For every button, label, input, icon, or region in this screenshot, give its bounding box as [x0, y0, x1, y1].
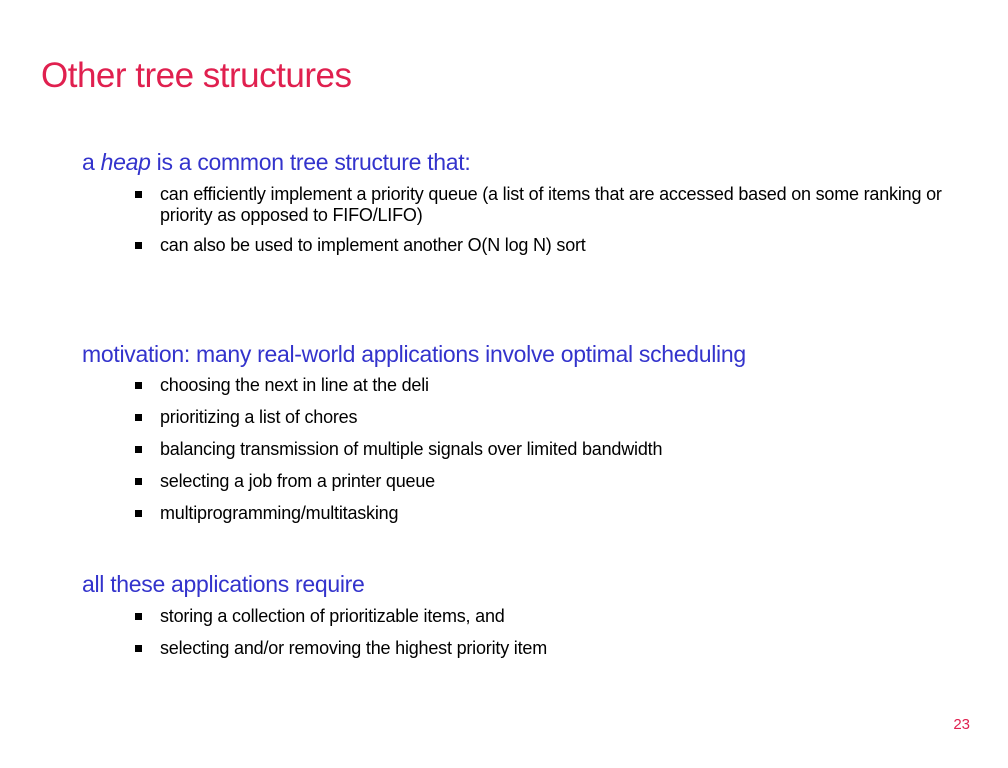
- list-item: [0, 235, 982, 256]
- requirements-bullet-list: [82, 606, 982, 659]
- list-item: [0, 375, 982, 396]
- heap-heading-pre: a: [82, 149, 101, 175]
- bullet-text: can also be used to implement another O(N log N) sort: [160, 235, 586, 255]
- motivation-bullet-list: [82, 375, 982, 524]
- motivation-heading: motivation: many real-world applications involve optimal scheduling: [82, 341, 746, 367]
- square-bullet-icon: [135, 191, 142, 198]
- square-bullet-icon: [135, 242, 142, 249]
- list-item: [0, 407, 982, 428]
- list-item: [0, 471, 982, 492]
- square-bullet-icon: [135, 613, 142, 620]
- square-bullet-icon: [135, 645, 142, 652]
- square-bullet-icon: [135, 414, 142, 421]
- square-bullet-icon: [135, 510, 142, 517]
- heap-heading-post: is a common tree structure that:: [150, 149, 471, 175]
- square-bullet-icon: [135, 446, 142, 453]
- list-item: [0, 638, 982, 659]
- heap-heading: [82, 148, 982, 176]
- bullet-text: can efficiently implement a priority queue (a list of items that are accessed based on some ranking or priority as opposed to FIFO/LIFO): [160, 184, 942, 225]
- square-bullet-icon: [135, 382, 142, 389]
- bullet-text: prioritizing a list of chores: [160, 407, 358, 427]
- page-number: 23: [953, 716, 970, 733]
- motivation-section: [82, 340, 982, 535]
- bullet-text: selecting and/or removing the highest priority item: [160, 638, 547, 658]
- list-item: [0, 439, 982, 460]
- list-item: [0, 606, 982, 627]
- slide-title: Other tree structures: [41, 56, 352, 95]
- heap-bullet-list: [82, 184, 982, 256]
- list-item: [0, 184, 982, 226]
- bullet-text: multiprogramming/multitasking: [160, 503, 399, 523]
- bullet-text: selecting a job from a printer queue: [160, 471, 435, 491]
- heap-term: heap: [100, 149, 151, 175]
- requirements-heading: all these applications require: [82, 571, 365, 597]
- bullet-text: balancing transmission of multiple signals over limited bandwidth: [160, 439, 663, 459]
- bullet-text: choosing the next in line at the deli: [160, 375, 429, 395]
- bullet-text: storing a collection of prioritizable items, and: [160, 606, 505, 626]
- square-bullet-icon: [135, 478, 142, 485]
- requirements-section: [82, 570, 982, 670]
- list-item: [0, 503, 982, 524]
- heap-section: [82, 148, 982, 256]
